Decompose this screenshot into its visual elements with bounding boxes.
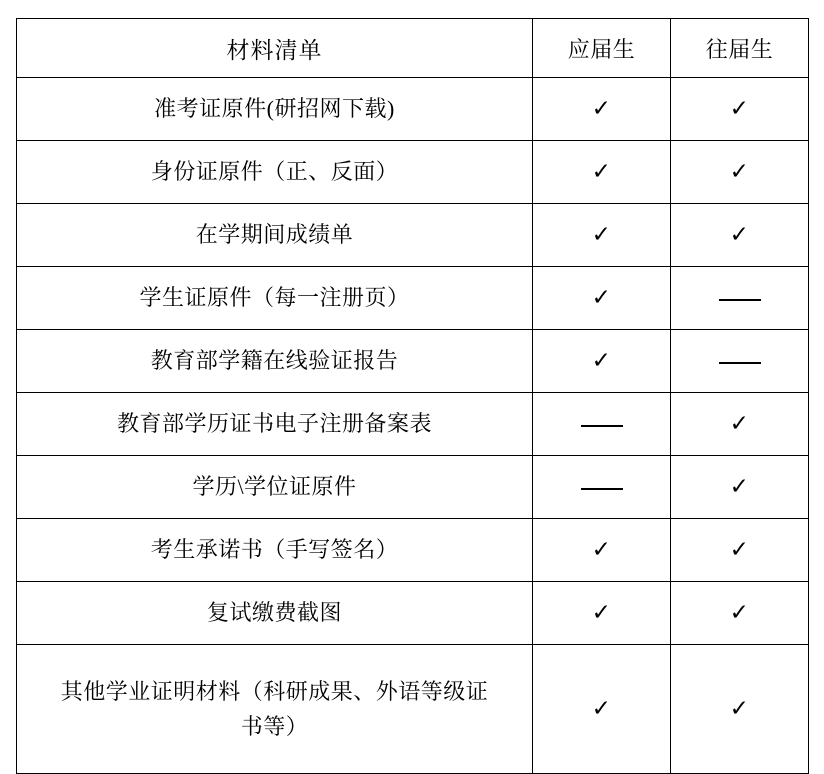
past-graduate-mark-cell (671, 267, 809, 330)
dash-icon (719, 299, 761, 301)
table-row (17, 645, 809, 774)
table-header (17, 19, 809, 78)
check-icon: ✓ (729, 599, 750, 626)
table-header-row (17, 19, 809, 78)
dash-icon (581, 488, 623, 490)
material-name-cell (17, 456, 533, 519)
material-name-cell (17, 519, 533, 582)
table-row (17, 267, 809, 330)
check-icon: ✓ (591, 221, 612, 248)
past-graduate-mark-cell (671, 582, 809, 645)
past-graduate-mark-cell (671, 456, 809, 519)
check-icon: ✓ (729, 536, 750, 563)
dash-icon (581, 425, 623, 427)
check-icon: ✓ (729, 695, 750, 722)
check-icon: ✓ (591, 284, 612, 311)
check-icon: ✓ (591, 95, 612, 122)
column-header-material-list: 材料清单 (17, 19, 533, 78)
check-icon: ✓ (591, 599, 612, 626)
fresh-graduate-mark-cell (533, 519, 671, 582)
material-name-text: 考生承诺书（手写签名） (150, 537, 399, 563)
past-graduate-mark-cell (671, 330, 809, 393)
material-name-cell (17, 141, 533, 204)
material-name-text: 身份证原件（正、反面） (150, 159, 399, 185)
table-row (17, 393, 809, 456)
check-icon: ✓ (729, 158, 750, 185)
material-name-text: 学生证原件（每一注册页） (139, 285, 410, 311)
table-row (17, 141, 809, 204)
fresh-graduate-mark-cell (533, 393, 671, 456)
fresh-graduate-mark-cell (533, 645, 671, 774)
dash-icon (719, 362, 761, 364)
material-name-text: 教育部学历证书电子注册备案表 (116, 411, 432, 437)
material-name-text: 复试缴费截图 (206, 600, 342, 626)
fresh-graduate-mark-cell (533, 78, 671, 141)
material-name-cell (17, 78, 533, 141)
material-name-text: 其他学业证明材料（科研成果、外语等级证书等） (60, 678, 489, 739)
check-icon: ✓ (729, 473, 750, 500)
material-name-text: 学历\学位证原件 (192, 474, 357, 500)
fresh-graduate-mark-cell (533, 456, 671, 519)
table-row (17, 582, 809, 645)
fresh-graduate-mark-cell (533, 141, 671, 204)
material-name-cell (17, 582, 533, 645)
table-body (17, 78, 809, 774)
past-graduate-mark-cell (671, 393, 809, 456)
table-row (17, 330, 809, 393)
table-row (17, 204, 809, 267)
past-graduate-mark-cell (671, 78, 809, 141)
table-row (17, 456, 809, 519)
fresh-graduate-mark-cell (533, 582, 671, 645)
past-graduate-mark-cell (671, 204, 809, 267)
fresh-graduate-mark-cell (533, 330, 671, 393)
check-icon: ✓ (591, 695, 612, 722)
material-name-cell (17, 267, 533, 330)
past-graduate-mark-cell (671, 141, 809, 204)
column-header-past-graduate: 往届生 (671, 19, 809, 78)
check-icon: ✓ (729, 95, 750, 122)
material-checklist-table (16, 18, 809, 774)
check-icon: ✓ (591, 158, 612, 185)
material-name-cell (17, 393, 533, 456)
column-header-fresh-graduate: 应届生 (533, 19, 671, 78)
material-name-cell (17, 204, 533, 267)
table-row (17, 519, 809, 582)
past-graduate-mark-cell (671, 519, 809, 582)
check-icon: ✓ (729, 221, 750, 248)
material-name-text: 准考证原件(研招网下载) (154, 96, 395, 122)
fresh-graduate-mark-cell (533, 204, 671, 267)
material-name-text: 在学期间成绩单 (195, 222, 354, 248)
material-name-cell (17, 330, 533, 393)
check-icon: ✓ (591, 347, 612, 374)
material-name-cell (17, 645, 533, 774)
table-row (17, 78, 809, 141)
check-icon: ✓ (591, 536, 612, 563)
check-icon: ✓ (729, 410, 750, 437)
fresh-graduate-mark-cell (533, 267, 671, 330)
past-graduate-mark-cell (671, 645, 809, 774)
material-name-text: 教育部学籍在线验证报告 (150, 348, 399, 374)
